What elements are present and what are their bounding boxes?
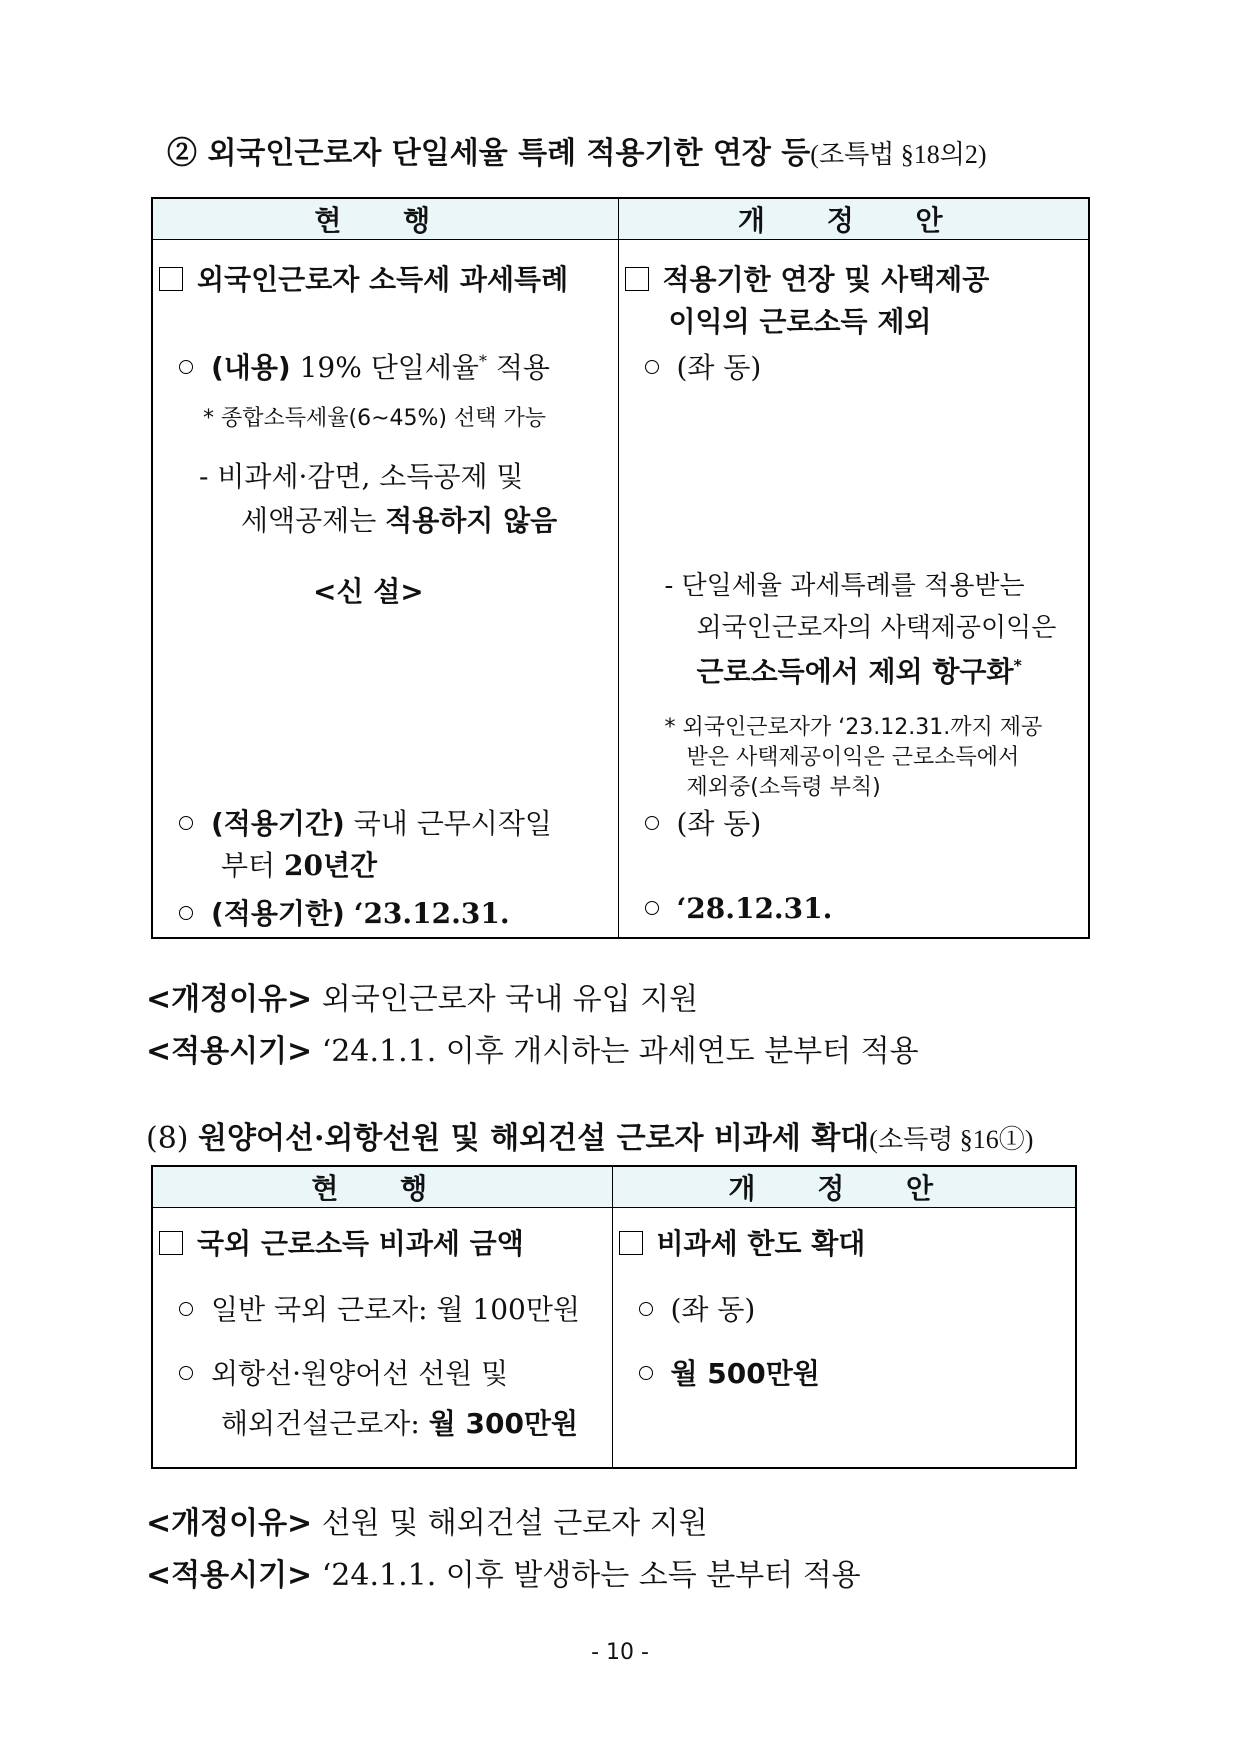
proposal-item-seafarer: 월 500만원 <box>639 1352 820 1392</box>
section2-title: (8) 원양어선·외항선원 및 해외건설 근로자 비과세 확대(소득령 §16①) <box>146 1121 1034 1156</box>
bullet-circle-icon <box>179 1366 193 1380</box>
checkbox-square-icon <box>159 267 183 291</box>
checkbox-square-icon <box>625 267 649 291</box>
section2-timing: <적용시기> ‘24.1.1. 이후 발생하는 소득 분부터 적용 <box>146 1558 861 1593</box>
proposal-note-line3: 제외중(소득령 부칙) <box>686 775 881 800</box>
section1-title: ② 외국인근로자 단일세율 특례 적용기한 연장 등(조특법 §18의2) <box>167 136 987 171</box>
bullet-circle-icon <box>645 360 659 374</box>
proposal-heading-line2: 이익의 근로소득 제외 <box>668 305 932 338</box>
current-sub-line2: 세액공제는 적용하지 않음 <box>241 504 558 537</box>
current-heading: 외국인근로자 소득세 과세특례 <box>159 258 568 298</box>
proposal-heading: 비과세 한도 확대 <box>619 1222 866 1262</box>
current-sub-line1: - 비과세·감면, 소득공제 및 <box>199 460 524 493</box>
proposal-item-content: (좌 동) <box>645 346 762 386</box>
bullet-circle-icon <box>639 1366 653 1380</box>
current-cell <box>152 240 618 939</box>
proposal-item-deadline: ‘28.12.31. <box>645 892 833 925</box>
proposal-cell <box>618 240 1089 939</box>
current-item-period: (적용기간) 국내 근무시작일 <box>179 802 552 842</box>
comparison-table-1 <box>151 197 1090 939</box>
current-item-content: (내용) 19% 단일세율* 적용 <box>179 346 550 386</box>
page-number: - 10 - <box>591 1640 649 1665</box>
bullet-circle-icon <box>645 816 659 830</box>
bullet-circle-icon <box>639 1302 653 1316</box>
proposal-note-line1: * 외국인근로자가 ‘23.12.31.까지 제공 <box>664 715 1043 740</box>
column-header-current: 현 행 <box>152 1166 612 1208</box>
column-header-proposal: 개 정 안 <box>618 198 1089 240</box>
proposal-cell <box>612 1208 1076 1469</box>
current-item-period-line2: 부터 20년간 <box>221 849 378 882</box>
current-item-seafarer-line2: 해외건설근로자: 월 300만원 <box>221 1407 579 1440</box>
current-item-seafarer: 외항선·원양어선 선원 및 <box>179 1352 508 1392</box>
current-heading: 국외 근로소득 비과세 금액 <box>159 1222 524 1262</box>
checkbox-square-icon <box>159 1231 183 1255</box>
proposal-sub-line3: 근로소득에서 제외 항구화* <box>696 655 1022 688</box>
section2-reason: <개정이유> 선원 및 해외건설 근로자 지원 <box>146 1506 708 1541</box>
current-cell <box>152 1208 612 1469</box>
current-item-note: * 종합소득세율(6~45%) 선택 가능 <box>203 406 546 431</box>
proposal-sub-line2: 외국인근로자의 사택제공이익은 <box>696 613 1057 643</box>
current-new-marker: <신 설> <box>313 575 424 608</box>
proposal-note-line2: 받은 사택제공이익은 근로소득에서 <box>686 745 1020 770</box>
column-header-current: 현 행 <box>152 198 618 240</box>
bullet-circle-icon <box>179 816 193 830</box>
proposal-item-general: (좌 동) <box>639 1288 756 1328</box>
current-item-deadline: (적용기한) ‘23.12.31. <box>179 892 510 932</box>
section1-reason: <개정이유> 외국인근로자 국내 유입 지원 <box>146 982 699 1017</box>
checkbox-square-icon <box>619 1231 643 1255</box>
proposal-item-period: (좌 동) <box>645 802 762 842</box>
column-header-proposal: 개 정 안 <box>612 1166 1076 1208</box>
bullet-circle-icon <box>179 1302 193 1316</box>
current-item-general: 일반 국외 근로자: 월 100만원 <box>179 1288 580 1328</box>
section1-timing: <적용시기> ‘24.1.1. 이후 개시하는 과세연도 분부터 적용 <box>146 1034 919 1069</box>
proposal-sub-line1: - 단일세율 과세특례를 적용받는 <box>664 571 1025 601</box>
proposal-heading: 적용기한 연장 및 사택제공 <box>625 258 990 298</box>
comparison-table-2 <box>151 1165 1077 1469</box>
bullet-circle-icon <box>645 901 659 915</box>
bullet-circle-icon <box>179 360 193 374</box>
bullet-circle-icon <box>179 906 193 920</box>
